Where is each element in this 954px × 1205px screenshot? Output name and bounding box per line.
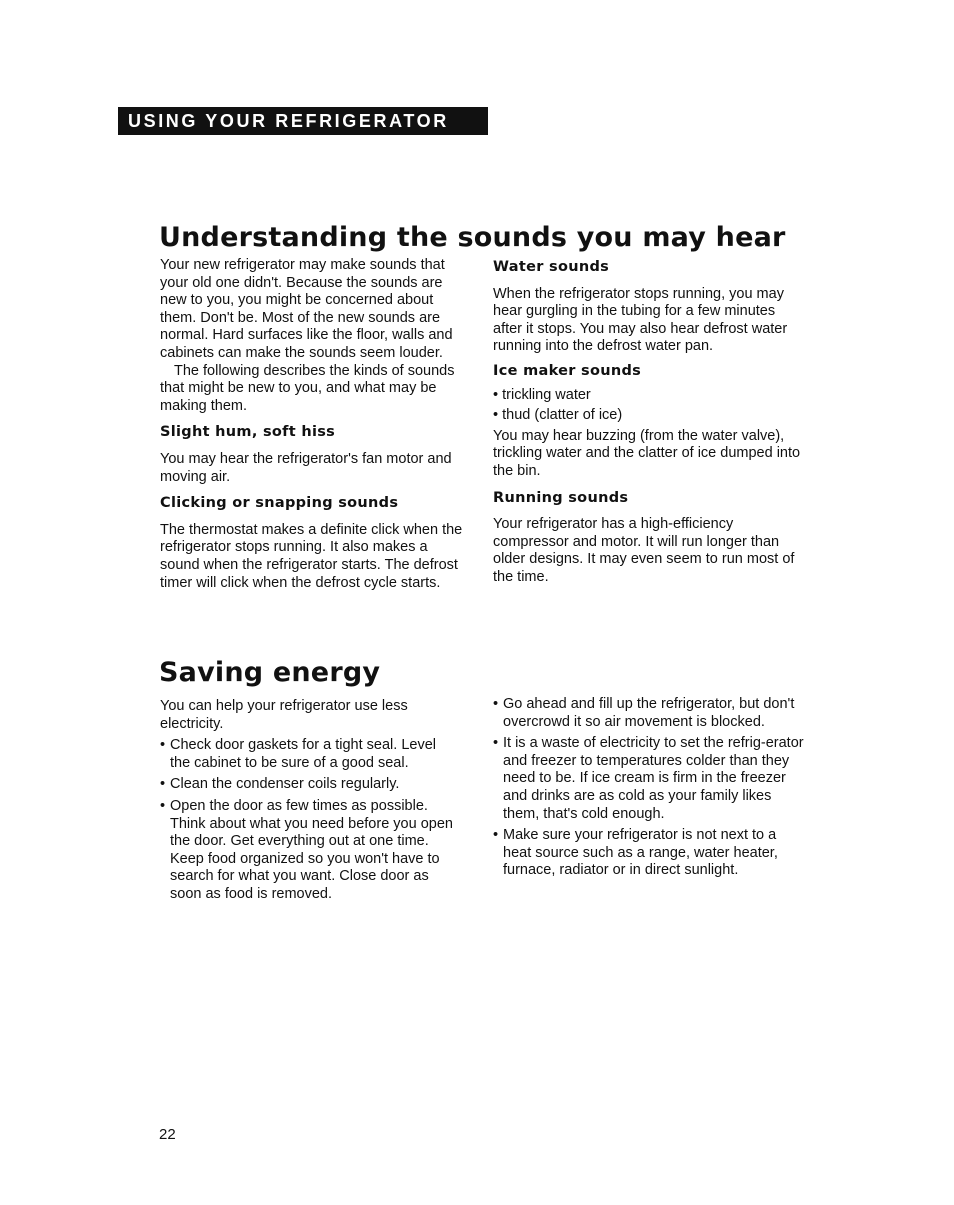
energy-tip: • Go ahead and fill up the refrigerator, but don't overcrowd it so air movement is blocked.	[493, 696, 805, 731]
click-heading: Clicking or snapping sounds	[160, 495, 399, 512]
energy-tip: • Open the door as few times as possible. Think about what you need before you open the door. Get everything out at one time. Keep food organized so you won't have to search for what you want. Close door as soon as food is removed.	[160, 798, 460, 904]
energy-left-bullets	[160, 737, 460, 903]
energy-right-column	[493, 696, 805, 880]
running-heading: Running sounds	[493, 489, 629, 506]
page-number: 22	[159, 1126, 176, 1143]
ice-bullet-list	[493, 387, 803, 425]
energy-tip: • Clean the condenser coils regularly.	[160, 776, 460, 794]
sounds-intro-2: The following describes the kinds of sounds that might be new to you, and what may be making them.	[160, 362, 455, 414]
water-text: When the refrigerator stops running, you may hear gurgling in the tubing for a few minutes after it stops. You may also hear defrost water running into the defrost water pan.	[493, 285, 788, 355]
hum-heading: Slight hum, soft hiss	[160, 424, 336, 441]
energy-tip: • Make sure your refrigerator is not next to a heat source such as a range, water heater, furnace, radiator or in direct sunlight.	[493, 827, 805, 880]
running-text: Your refrigerator has a high-efficiency compressor and motor. It will run longer than older designs. It may even seem to run most of the time.	[493, 516, 795, 585]
energy-tip: • Check door gaskets for a tight seal. Level the cabinet to be sure of a good seal.	[160, 737, 460, 772]
energy-intro: You can help your refrigerator use less electricity.	[160, 698, 408, 732]
sounds-title: Understanding the sounds you may hear	[159, 222, 786, 253]
ice-text: You may hear buzzing (from the water valve), trickling water and the clatter of ice dumped into the bin.	[493, 427, 801, 479]
sounds-right-column	[493, 259, 803, 587]
energy-left-column	[160, 698, 460, 904]
sounds-left-column	[160, 257, 470, 592]
sounds-intro: Your new refrigerator may make sounds that your old one didn't. Because the sounds are new to you, you might be concerned about them. Don't be. Most of the new sounds are normal. Hard surfaces like the floor, walls and cabinets can make the sounds seem louder.	[160, 257, 453, 361]
click-text: The thermostat makes a definite click when the refrigerator stops running. It also makes a sound when the refrigerator starts. The defrost timer will click when the defrost cycle starts.	[160, 521, 463, 591]
energy-tip: • It is a waste of electricity to set the refrig-erator and freezer to temperatures colder than they need to be. If ice cream is firm in the freezer and drinks are as cold as your family likes them, that's cold enough.	[493, 735, 805, 823]
section-banner: USING YOUR REFRIGERATOR	[118, 107, 488, 135]
ice-bullet: • thud (clatter of ice)	[493, 407, 803, 425]
energy-right-bullets	[493, 696, 805, 880]
ice-bullet: • trickling water	[493, 387, 803, 405]
ice-heading: Ice maker sounds	[493, 362, 642, 379]
water-heading: Water sounds	[493, 259, 610, 275]
energy-title: Saving energy	[159, 657, 381, 688]
hum-text: You may hear the refrigerator's fan motor and moving air.	[160, 450, 452, 485]
